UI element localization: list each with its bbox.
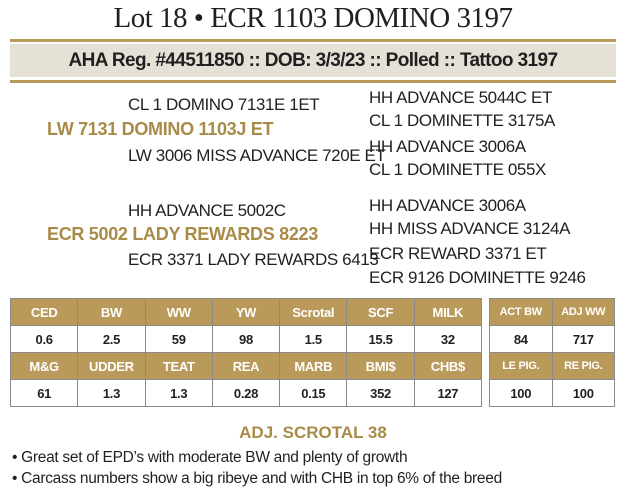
actual-header: ADJ WW	[552, 299, 615, 326]
epd-value: 0.28	[212, 380, 279, 407]
actual-value: 84	[490, 326, 553, 353]
epd-header: M&G	[11, 353, 78, 380]
sire-dam: LW 3006 MISS ADVANCE 720E ET	[128, 146, 386, 165]
epd-header: YW	[212, 299, 279, 326]
bullet-icon: •	[12, 449, 18, 466]
actual-header-row-1	[490, 299, 615, 326]
sire-sire: CL 1 DOMINO 7131E 1ET	[128, 95, 320, 114]
epd-value-row-1	[11, 326, 482, 353]
sire-sire-dam: CL 1 DOMINETTE 3175A	[369, 111, 555, 130]
epd-header-row-2	[11, 353, 482, 380]
dam-dam-sire: ECR REWARD 3371 ET	[369, 244, 547, 263]
dam-sire-sire: HH ADVANCE 3006A	[369, 196, 526, 215]
dam-dam-dam: ECR 9126 DOMINETTE 9246	[369, 268, 586, 287]
sire-sire-sire: HH ADVANCE 5044C ET	[369, 88, 552, 107]
epd-header: BMI$	[347, 353, 414, 380]
epd-value: 127	[414, 380, 481, 407]
registration-bar: AHA Reg. #44511850 :: DOB: 3/3/23 :: Polled :: Tattoo 3197	[10, 44, 616, 77]
sire-dam-dam: CL 1 DOMINETTE 055X	[369, 160, 546, 179]
epd-value: 1.5	[280, 326, 347, 353]
actual-header: RE PIG.	[552, 353, 615, 380]
adj-scrotal-heading: ADJ. SCROTAL 38	[239, 423, 387, 442]
epd-header: WW	[145, 299, 212, 326]
actual-measures-table	[489, 298, 615, 407]
epd-header: BW	[78, 299, 145, 326]
epd-table	[10, 298, 482, 407]
epd-value: 61	[11, 380, 78, 407]
actual-header-row-2	[490, 353, 615, 380]
registration-divider	[10, 80, 616, 83]
epd-value: 352	[347, 380, 414, 407]
epd-value: 1.3	[145, 380, 212, 407]
epd-value: 32	[414, 326, 481, 353]
dam-sire-dam: HH MISS ADVANCE 3124A	[369, 219, 571, 238]
actual-value: 717	[552, 326, 615, 353]
epd-value: 0.15	[280, 380, 347, 407]
epd-value-row-2	[11, 380, 482, 407]
actual-value-row-1	[490, 326, 615, 353]
epd-header: REA	[212, 353, 279, 380]
epd-value: 15.5	[347, 326, 414, 353]
dam: ECR 5002 LADY REWARDS 8223	[47, 224, 318, 244]
epd-value: 98	[212, 326, 279, 353]
epd-header: MILK	[414, 299, 481, 326]
sire: LW 7131 DOMINO 1103J ET	[47, 119, 274, 139]
actual-value: 100	[552, 380, 615, 407]
epd-header: UDDER	[78, 353, 145, 380]
epd-header: CED	[11, 299, 78, 326]
epd-value: 59	[145, 326, 212, 353]
comment-item	[12, 449, 407, 467]
sire-dam-sire: HH ADVANCE 3006A	[369, 137, 526, 156]
actual-header: LE PIG.	[490, 353, 553, 380]
epd-value: 1.3	[78, 380, 145, 407]
actual-header: ACT BW	[490, 299, 553, 326]
epd-header: MARB	[280, 353, 347, 380]
epd-value: 2.5	[78, 326, 145, 353]
epd-header: SCF	[347, 299, 414, 326]
bullet-icon: •	[12, 470, 18, 487]
lot-title: Lot 18 • ECR 1103 DOMINO 3197	[113, 2, 513, 34]
dam-sire: HH ADVANCE 5002C	[128, 201, 286, 220]
epd-header: TEAT	[145, 353, 212, 380]
comment-item	[12, 470, 502, 488]
comment-text: Carcass numbers show a big ribeye and with CHB in top 6% of the breed	[21, 470, 502, 487]
epd-header-row-1	[11, 299, 482, 326]
epd-header: CHB$	[414, 353, 481, 380]
epd-header: Scrotal	[280, 299, 347, 326]
actual-value: 100	[490, 380, 553, 407]
actual-value-row-2	[490, 380, 615, 407]
dam-dam: ECR 3371 LADY REWARDS 6413	[128, 250, 379, 269]
comment-text: Great set of EPD’s with moderate BW and plenty of growth	[21, 449, 408, 466]
epd-value: 0.6	[11, 326, 78, 353]
title-divider	[10, 39, 616, 42]
